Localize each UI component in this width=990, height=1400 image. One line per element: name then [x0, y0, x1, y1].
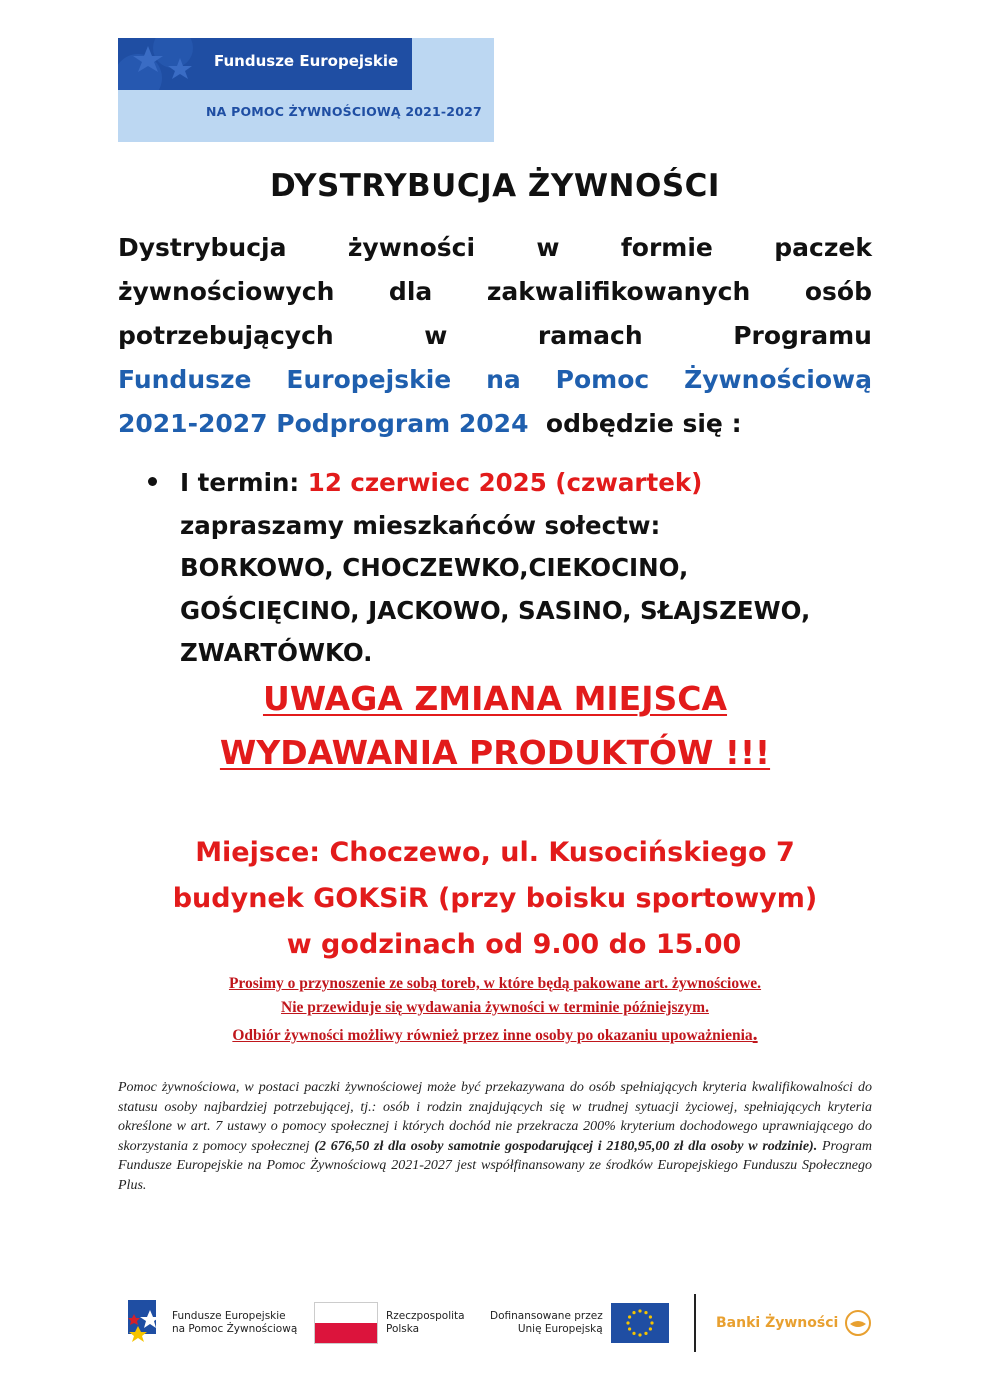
term-date: 12 czerwiec 2025 (czwartek) [307, 468, 703, 497]
polish-flag-icon [314, 1302, 378, 1344]
intro-word: potrzebujących [118, 321, 334, 350]
banki-logo-text: Banki Żywności [716, 1315, 839, 1331]
eu-logo-line: Unię Europejską [517, 1323, 603, 1335]
fe-stars-icon [128, 1300, 164, 1346]
intro-word: żywnościowych [118, 277, 335, 306]
footer-logos [118, 1290, 878, 1356]
intro-ending: odbędzie się : [545, 409, 742, 438]
intro-word: formie [620, 233, 713, 262]
term-invite: zapraszamy mieszkańców sołectw: [180, 510, 661, 540]
intro-word: Żywnościową [684, 365, 872, 394]
notes-block [0, 972, 990, 1048]
intro-word: osób [804, 277, 872, 306]
intro-line-5 [118, 402, 872, 446]
villages-line: ZWARTÓWKO. [180, 638, 373, 667]
intro-line-2 [118, 270, 872, 314]
villages-line: BORKOWO, CHOCZEWKO,CIEKOCINO, [180, 553, 689, 582]
intro-line-1 [118, 226, 872, 270]
intro-word: Dystrybucja [118, 233, 287, 262]
logo-subtitle: NA POMOC ŻYWNOŚCIOWĄ 2021-2027 [206, 104, 482, 119]
rp-logo-line: Polska [386, 1323, 420, 1335]
distribution-place [0, 830, 990, 968]
intro-line-3 [118, 314, 872, 358]
fine-print-amounts: (2 676,50 zł dla osoby samotnie gospodarującej i 2180,95,00 zł dla osoby w rodzinie). [314, 1138, 818, 1154]
bread-basket-icon [844, 1309, 872, 1337]
villages-line: GOŚCIĘCINO, JACKOWO, SASINO, SŁAJSZEWO, [180, 595, 811, 625]
intro-word: Programu [733, 321, 872, 350]
fine-print [118, 1078, 872, 1195]
intro-word: dla [388, 277, 433, 306]
intro-word: Europejskie [286, 365, 452, 394]
eu-flag-icon [611, 1303, 669, 1343]
footer-divider [694, 1294, 696, 1352]
place-building: budynek GOKSiR (przy boisku sportowym) [172, 883, 818, 914]
logo-title: Fundusze Europejskie [214, 52, 399, 70]
rp-footer-logo [314, 1290, 465, 1356]
term-list-item [148, 462, 888, 675]
note-line: Prosimy o przynoszenie ze sobą toreb, w które będą pakowane art. żywnościowe. [228, 975, 762, 992]
intro-word: Pomoc [555, 365, 650, 394]
place-address: Miejsce: Choczewo, ul. Kusocińskiego 7 [195, 837, 795, 868]
place-hours: w godzinach od 9.00 do 15.00 [286, 929, 742, 960]
fine-print-text: Pomoc żywnościowa, w postaci paczki żywnościowej może być przekazywana do osób spełniających kryteria kwalifikowalności do statusu osoby najbardziej potrzebującej, tj.: osób i rodzin znajdujących się w trudnej sytuacji życiowej, spełniających kryteria określone w art. 7 ustawy o pomocy społecznej i których dochód nie przekracza 200% kryterium dochodowego uprawniającego do skorzystania z pomocy społecznej [118, 1080, 872, 1154]
fe-footer-logo [128, 1290, 297, 1356]
note-line: Odbiór żywności możliwy również przez inne osoby po okazaniu upoważnienia [232, 1027, 753, 1044]
location-change-warning [0, 672, 990, 780]
intro-word: zakwalifikowanych [486, 277, 751, 306]
intro-line-4 [118, 358, 872, 402]
eu-footer-logo [490, 1290, 669, 1356]
intro-word: w [424, 321, 448, 350]
intro-word: żywności [347, 233, 476, 262]
fe-logo-line: na Pomoc Żywnościową [172, 1323, 298, 1335]
fine-print-text: Program Fundusze Europejskie na Pomoc Żywnościową 2021-2027 jest współfinansowany ze środków Europejskiego Funduszu Społecznego Plus. [118, 1138, 872, 1193]
note-period: . [752, 1023, 758, 1045]
intro-word: na [486, 365, 521, 394]
warning-line: UWAGA ZMIANA MIEJSCA [262, 679, 728, 718]
warning-line: WYDAWANIA PRODUKTÓW !!! [219, 733, 771, 772]
rp-logo-line: Rzeczpospolita [386, 1310, 465, 1322]
bullet-icon [148, 477, 157, 486]
intro-word: w [536, 233, 560, 262]
note-line: Nie przewiduje się wydawania żywności w terminie późniejszym. [281, 999, 709, 1016]
term-label: I termin: [180, 468, 308, 497]
page-title: DYSTRYBUCJA ŻYWNOŚCI [270, 168, 720, 204]
intro-word: paczek [774, 233, 872, 262]
banki-zywnosci-logo [716, 1290, 872, 1356]
intro-word: Fundusze [118, 365, 252, 394]
program-name: 2021-2027 Podprogram 2024 [118, 409, 529, 438]
intro-paragraph [118, 226, 872, 446]
fe-logo-line: Fundusze Europejskie [172, 1310, 286, 1322]
fundusze-europejskie-logo [118, 38, 494, 142]
eu-logo-line: Dofinansowane przez [490, 1310, 603, 1322]
intro-word: ramach [537, 321, 643, 350]
